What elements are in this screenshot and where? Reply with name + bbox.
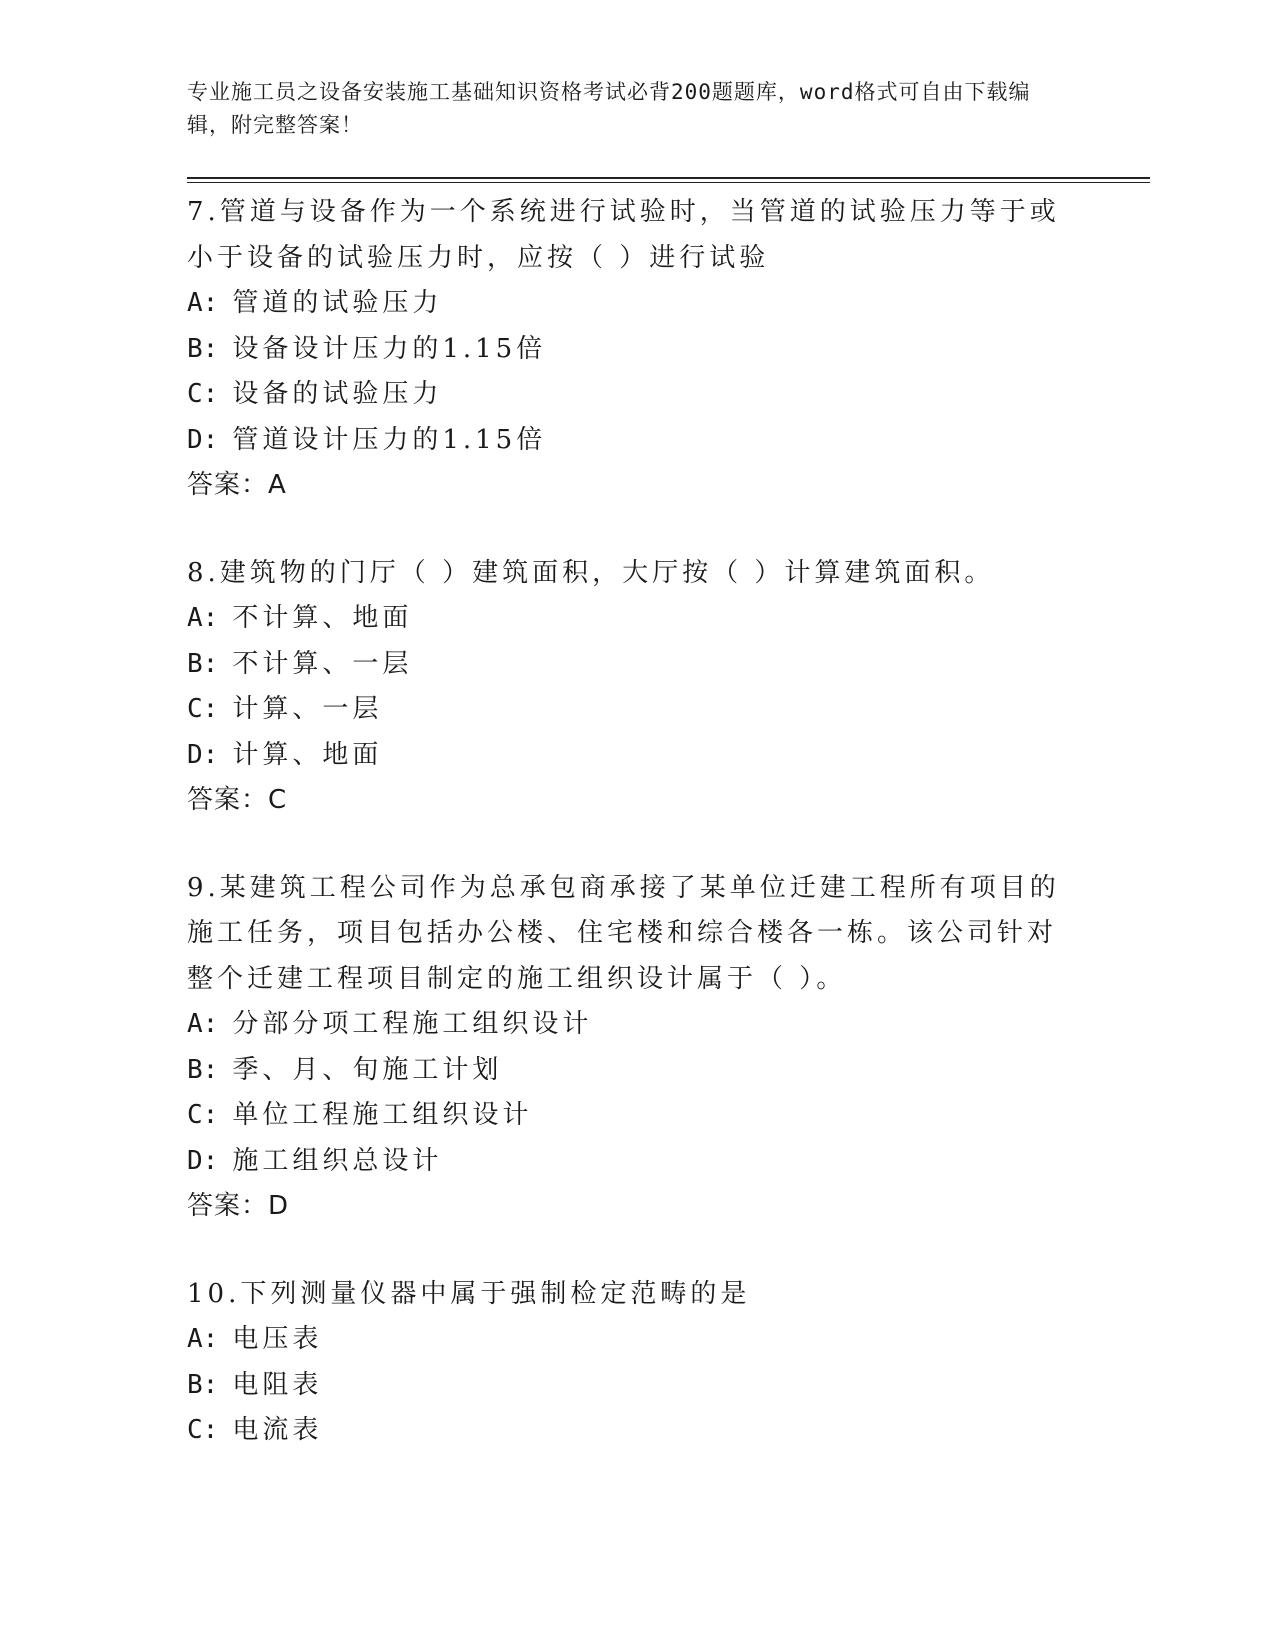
option-a xyxy=(187,1317,1067,1363)
answer-line: 答案：C xyxy=(187,785,288,815)
option-key: A: xyxy=(187,603,219,633)
header-rule-thick xyxy=(187,177,1150,179)
option-a xyxy=(187,281,1067,327)
question-10 xyxy=(187,1272,1067,1454)
option-c xyxy=(187,1093,1067,1139)
option-key: D: xyxy=(187,424,219,455)
question-7 xyxy=(187,190,1067,509)
option-key: A: xyxy=(187,1009,219,1039)
option-text: 不计算、地面 xyxy=(232,603,413,633)
option-text: 管道设计压力的1.15倍 xyxy=(232,424,547,455)
option-a xyxy=(187,1002,1067,1048)
question-list xyxy=(187,190,1067,1496)
question-stem: 7.管道与设备作为一个系统进行试验时，当管道的试验压力等于或小于设备的试验压力时，应按（ ）进行试验 xyxy=(187,197,1060,273)
option-text: 计算、地面 xyxy=(232,739,383,770)
option-text: 设备的试验压力 xyxy=(232,379,443,409)
header-rule-thin xyxy=(187,182,1150,183)
option-key: C: xyxy=(187,1100,219,1130)
option-key: D: xyxy=(187,1145,219,1176)
option-text: 计算、一层 xyxy=(232,694,383,724)
option-key: B: xyxy=(187,1369,219,1400)
option-text: 施工组织总设计 xyxy=(232,1145,443,1176)
option-key: C: xyxy=(187,1415,219,1445)
option-text: 电压表 xyxy=(232,1324,323,1354)
option-b xyxy=(187,327,1067,373)
option-text: 季、月、旬施工计划 xyxy=(232,1054,503,1085)
question-stem: 10.下列测量仪器中属于强制检定范畴的是 xyxy=(187,1278,751,1309)
option-a xyxy=(187,596,1067,642)
question-stem: 8.建筑物的门厅（ ）建筑面积，大厅按（ ）计算建筑面积。 xyxy=(187,557,995,588)
option-c xyxy=(187,687,1067,733)
option-b xyxy=(187,642,1067,688)
option-d xyxy=(187,733,1067,779)
option-text: 电阻表 xyxy=(232,1369,323,1400)
option-key: A: xyxy=(187,288,219,318)
option-text: 电流表 xyxy=(232,1415,323,1445)
option-text: 分部分项工程施工组织设计 xyxy=(232,1009,593,1039)
option-key: A: xyxy=(187,1324,219,1354)
option-key: C: xyxy=(187,694,219,724)
option-text: 不计算、一层 xyxy=(232,648,413,679)
option-b xyxy=(187,1363,1067,1409)
answer-line: 答案：A xyxy=(187,470,287,500)
option-key: B: xyxy=(187,648,219,679)
option-key: C: xyxy=(187,379,219,409)
option-c xyxy=(187,372,1067,418)
answer-line: 答案：D xyxy=(187,1191,290,1221)
option-key: D: xyxy=(187,739,219,770)
option-key: B: xyxy=(187,333,219,364)
option-text: 设备设计压力的1.15倍 xyxy=(232,333,547,364)
option-text: 管道的试验压力 xyxy=(232,288,443,318)
option-d xyxy=(187,1139,1067,1185)
document-header: 专业施工员之设备安装施工基础知识资格考试必背200题题库，word格式可自由下载编辑，附完整答案！ xyxy=(187,80,1031,137)
question-8 xyxy=(187,551,1067,824)
option-b xyxy=(187,1048,1067,1094)
option-d xyxy=(187,418,1067,464)
question-9 xyxy=(187,866,1067,1230)
option-key: B: xyxy=(187,1054,219,1085)
option-c xyxy=(187,1408,1067,1454)
option-text: 单位工程施工组织设计 xyxy=(232,1100,533,1130)
question-stem: 9.某建筑工程公司作为总承包商承接了某单位迁建工程所有项目的施工任务，项目包括办公楼、住宅楼和综合楼各一栋。该公司针对整个迁建工程项目制定的施工组织设计属于（ ）。 xyxy=(187,872,1060,994)
